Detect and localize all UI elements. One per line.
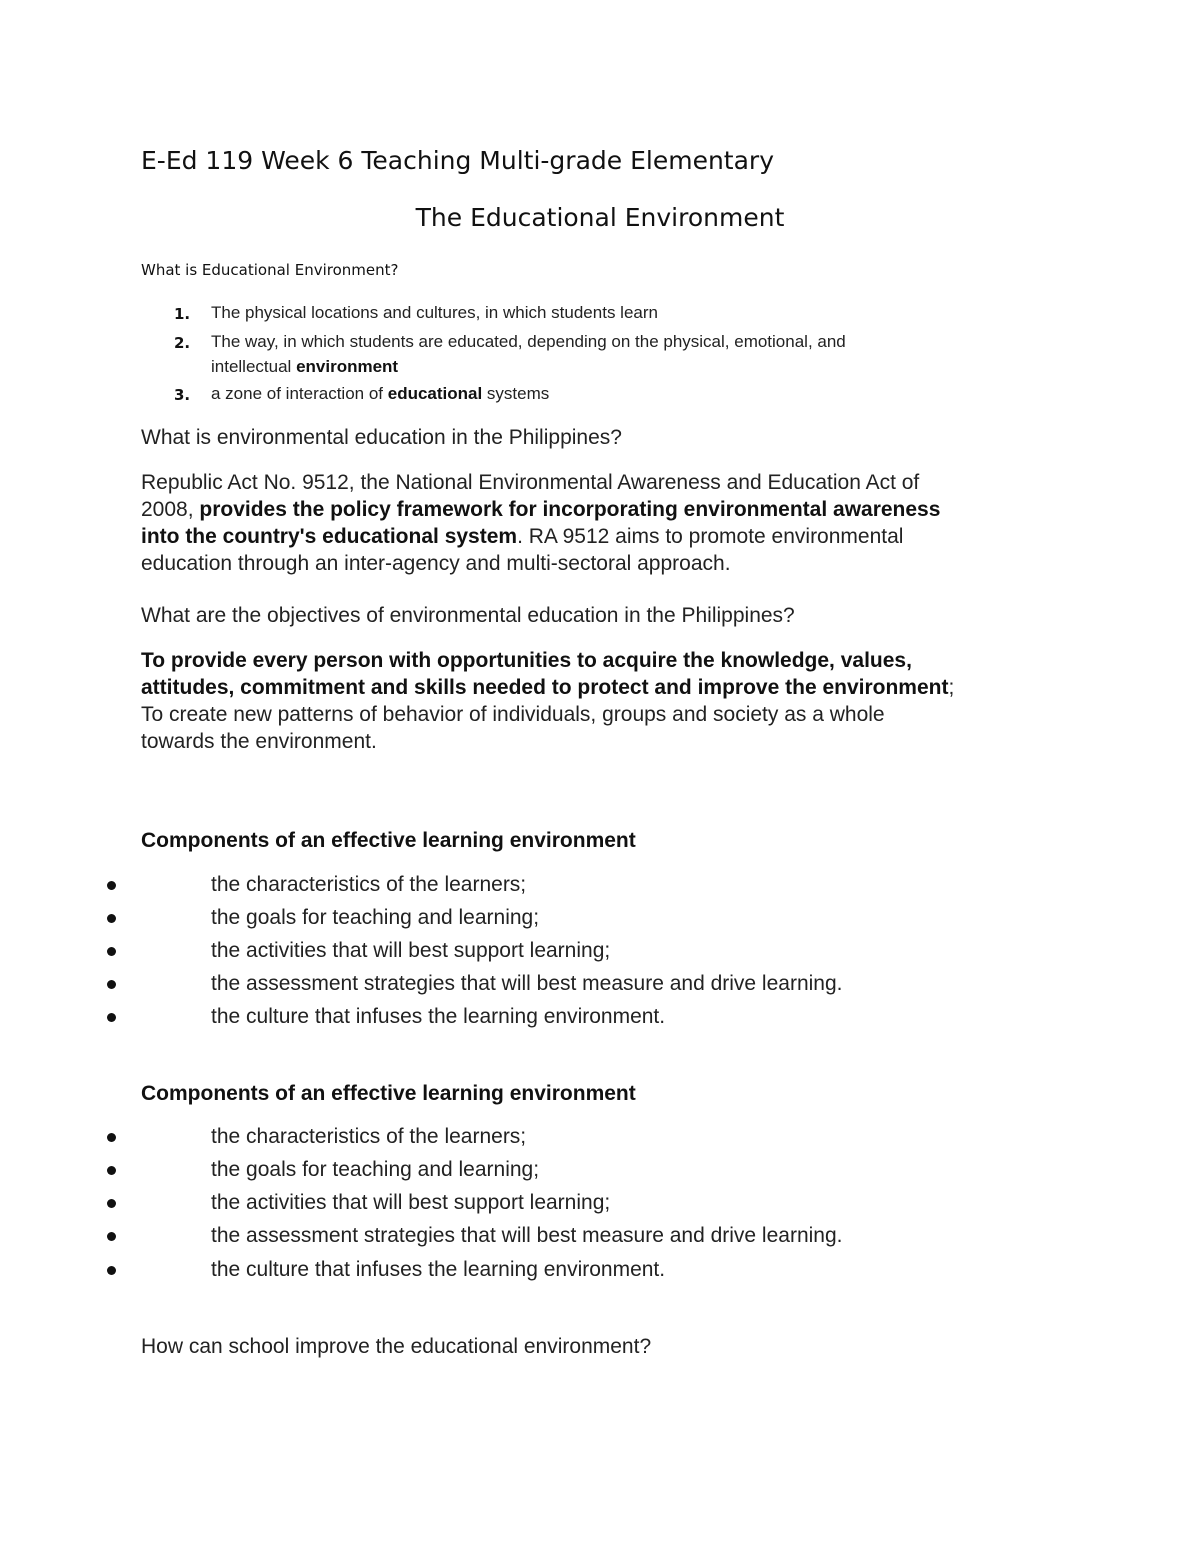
bullet-icon: [107, 1232, 116, 1241]
definition-item-3-bold: educational: [387, 384, 483, 403]
objective-line-2: [141, 674, 954, 701]
answer-line-1: Republic Act No. 9512, the National Environmental Awareness and Education Act of: [141, 471, 920, 494]
bullet-icon: [107, 1199, 116, 1208]
definition-item-2-line2: [211, 357, 398, 377]
components-heading-1: Components of an effective learning environment: [141, 829, 636, 852]
answer-line-2-pre: 2008,: [141, 498, 200, 521]
component-item: the assessment strategies that will best measure and drive learning.: [211, 972, 843, 995]
objective-line-3: To create new patterns of behavior of individuals, groups and society as a whole: [141, 703, 885, 726]
bullet-icon: [107, 1166, 116, 1175]
objective-line-2-post: ;: [948, 676, 955, 699]
component-item: the culture that infuses the learning environment.: [211, 1005, 666, 1028]
document-subtitle: The Educational Environment: [415, 203, 785, 232]
component-item: the goals for teaching and learning;: [211, 1158, 540, 1181]
component-item: the activities that will best support learning;: [211, 939, 611, 962]
component-item: the culture that infuses the learning environment.: [211, 1258, 666, 1281]
bullet-icon: [107, 1133, 116, 1142]
bullet-icon: [107, 1266, 116, 1275]
definition-item-3-post: systems: [482, 384, 550, 403]
list-number: 2.: [174, 334, 191, 352]
answer-line-3-post: . RA 9512 aims to promote environmental: [517, 525, 904, 548]
component-item: the characteristics of the learners;: [211, 1125, 527, 1148]
definition-item-3: [211, 384, 549, 404]
bullet-icon: [107, 881, 116, 890]
component-item: the assessment strategies that will best measure and drive learning.: [211, 1224, 843, 1247]
component-item: the goals for teaching and learning;: [211, 906, 540, 929]
bullet-icon: [107, 1013, 116, 1022]
answer-line-2: [141, 496, 940, 523]
closing-question: How can school improve the educational environment?: [141, 1335, 652, 1358]
component-item: the characteristics of the learners;: [211, 873, 527, 896]
objective-line-4: towards the environment.: [141, 730, 377, 753]
definition-item-1: The physical locations and cultures, in which students learn: [211, 303, 658, 322]
definition-heading: What is Educational Environment?: [141, 261, 399, 279]
objective-line-1: To provide every person with opportunities to acquire the knowledge, values,: [141, 649, 912, 672]
bullet-icon: [107, 914, 116, 923]
definition-item-2-text: intellectual: [211, 357, 297, 376]
answer-line-3-bold: into the country's educational system: [141, 525, 518, 548]
answer-line-3: [141, 523, 903, 550]
list-number: 1.: [174, 305, 191, 323]
definition-item-2-bold: environment: [296, 357, 399, 376]
answer-line-4: education through an inter-agency and multi-sectoral approach.: [141, 552, 731, 575]
document-title: E-Ed 119 Week 6 Teaching Multi-grade Elementary: [141, 146, 774, 175]
components-heading-2: Components of an effective learning environment: [141, 1082, 636, 1105]
answer-line-2-bold: provides the policy framework for incorporating environmental awareness: [199, 498, 941, 521]
bullet-icon: [107, 947, 116, 956]
objective-line-2-bold: attitudes, commitment and skills needed to protect and improve the environment: [141, 676, 949, 699]
list-number: 3.: [174, 386, 191, 404]
component-item: the activities that will best support learning;: [211, 1191, 611, 1214]
definition-item-2-line1: The way, in which students are educated, depending on the physical, emotional, and: [211, 332, 846, 351]
definition-item-3-pre: a zone of interaction of: [211, 384, 388, 403]
question-environmental-education: What is environmental education in the Philippines?: [141, 426, 622, 449]
bullet-icon: [107, 980, 116, 989]
question-objectives: What are the objectives of environmental education in the Philippines?: [141, 604, 795, 627]
